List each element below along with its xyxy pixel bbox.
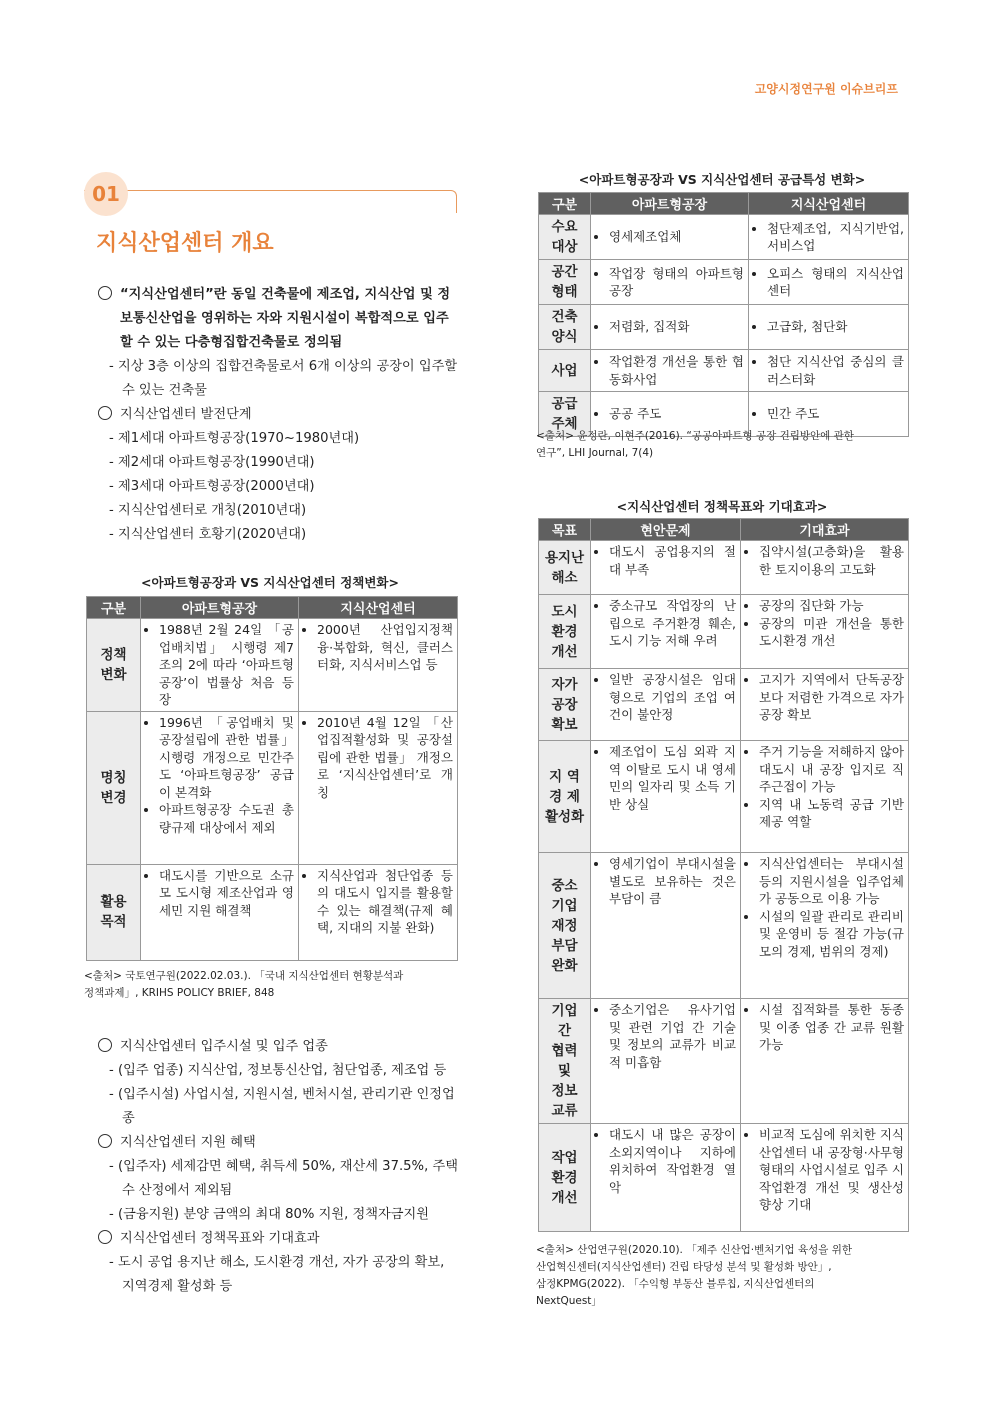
intro-sub: - 지상 3층 이상의 집합건축물로서 6개 이상의 공장이 입주할 수 있는 건축물 bbox=[109, 359, 458, 398]
section-number-badge: 01 bbox=[84, 172, 128, 216]
intro-paragraph: “지식산업센터”란 동일 건축물에 제조업, 지식산업 및 정보통신산업을 영위하는 자와 지원시설이 복합적으로 입주할 수 있는 다층형집합건축물로 정의됨 bbox=[98, 283, 458, 355]
report-header: 고양시정연구원 이슈브리프 bbox=[754, 82, 898, 96]
table-cell: • 고지가 지역에서 단독공장보다 저렴한 가격으로 자가 공장 확보 bbox=[741, 669, 909, 741]
goal-table-caption: <지식산업센터 정책목표와 기대효과> bbox=[616, 499, 828, 514]
supply-header-apartment: 아파트형공장 bbox=[591, 193, 749, 215]
circle-bullet-icon bbox=[98, 1134, 112, 1148]
stage-item: - 제1세대 아파트형공장(1970~1980년대) bbox=[109, 431, 360, 446]
stage-item: - 제2세대 아파트형공장(1990년대) bbox=[109, 455, 315, 470]
row-label: 지 역 경 제 활성화 bbox=[539, 741, 591, 853]
table-cell: • 작업환경 개선을 통한 협동화사업 bbox=[591, 350, 749, 392]
table-cell: • 공공 주도 bbox=[591, 392, 749, 437]
row-label: 수요 대상 bbox=[539, 215, 591, 260]
facilities-item: - (입주시설) 사업시설, 지원시설, 벤처시설, 관리기관 인정업종 bbox=[109, 1087, 455, 1126]
supply-table-caption: <아파트형공장과 VS 지식산업센터 공급특성 변화> bbox=[578, 172, 866, 187]
goals-heading: 지식산업센터 정책목표와 기대효과 bbox=[98, 1227, 458, 1251]
row-label: 자가 공장 확보 bbox=[539, 669, 591, 741]
supply-header-category: 구분 bbox=[539, 193, 591, 215]
table-cell: • 비교적 도심에 위치한 지식산업센터 내 공장형·사무형 형태의 사업시설로 입주 시 작업환경 개선 및 생산성 향상 기대 bbox=[741, 1124, 909, 1232]
row-label: 용지난 해소 bbox=[539, 541, 591, 595]
table-cell: • 작업장 형태의 아파트형 공장 bbox=[591, 260, 749, 305]
table-row bbox=[539, 260, 909, 305]
table-cell: • 대도시를 기반으로 소규모 도시형 제조산업과 영세민 지원 해결책 bbox=[141, 864, 299, 960]
table-row bbox=[539, 595, 909, 669]
row-label: 건축 양식 bbox=[539, 305, 591, 350]
table-row bbox=[539, 541, 909, 595]
table-cell: • 2010년 4월 12일 「산업집적활성화 및 공장설립에 관한 법률」 개정으로 ‘지식산업센터’로 개칭 bbox=[299, 711, 458, 864]
table-cell: • 2000년 산업입지정책 융·복합화, 혁신, 클러스터화, 지식서비스업 등 bbox=[299, 619, 458, 712]
table-cell: • 영세제조업체 bbox=[591, 215, 749, 260]
table-row bbox=[87, 619, 458, 712]
row-label: 명칭 변경 bbox=[87, 711, 141, 864]
table-cell: • 영세기업이 부대시설을 별도로 보유하는 것은 부담이 큼 bbox=[591, 853, 741, 999]
table-row bbox=[539, 853, 909, 999]
circle-bullet-icon bbox=[98, 1038, 112, 1052]
table-row bbox=[539, 741, 909, 853]
row-label: 중소 기업 재정 부담 완화 bbox=[539, 853, 591, 999]
policy-header-category: 구분 bbox=[87, 597, 141, 619]
benefits-item: - (입주자) 세제감면 혜택, 취득세 50%, 재산세 37.5%, 주택 수 산정에서 제외됨 bbox=[109, 1159, 458, 1198]
supply-table-source: <출처> 윤정란, 이현주(2016). “공공아파트형 공장 건립방안에 관한 연구”, LHI Journal, 7(4) bbox=[536, 430, 854, 459]
policy-header-apartment: 아파트형공장 bbox=[141, 597, 299, 619]
table-cell: • 고급화, 첨단화 bbox=[749, 305, 909, 350]
intro-stages-heading: 지식산업센터 발전단계 bbox=[98, 403, 458, 427]
goal-header-goal: 목표 bbox=[539, 519, 591, 541]
policy-table-source: <출처> 국토연구원(2022.02.03.). 「국내 지식산업센터 현황분석과 정책과제」, KRIHS POLICY BRIEF, 848 bbox=[84, 970, 404, 999]
table-row bbox=[87, 711, 458, 864]
table-cell: • 첨단 지식산업 중심의 클러스터화 bbox=[749, 350, 909, 392]
benefits-heading: 지식산업센터 지원 혜택 bbox=[98, 1131, 458, 1155]
policy-table bbox=[86, 596, 458, 961]
row-label: 공간 형태 bbox=[539, 260, 591, 305]
table-cell: • 1996년 「공업배치 및 공장설립에 관한 법률」 시행령 개정으로 민간주도 ‘아파트형공장’ 공급이 본격화 • 아파트형공장 수도권 총량규제 대상에서 제외 bbox=[141, 711, 299, 864]
row-label: 작업 환경 개선 bbox=[539, 1124, 591, 1232]
row-label: 기업 간 협력 및 정보 교류 bbox=[539, 999, 591, 1124]
policy-header-knowledge: 지식산업센터 bbox=[299, 597, 458, 619]
table-cell: • 오피스 형태의 지식산업센터 bbox=[749, 260, 909, 305]
circle-bullet-icon bbox=[98, 406, 112, 420]
table-row bbox=[539, 669, 909, 741]
table-cell: • 중소규모 작업장의 난립으로 주거환경 훼손, 도시 기능 저해 우려 bbox=[591, 595, 741, 669]
table-row bbox=[87, 864, 458, 960]
stage-item: - 지식산업센터 호황기(2020년대) bbox=[109, 527, 307, 542]
table-row bbox=[539, 215, 909, 260]
table-row bbox=[539, 305, 909, 350]
row-label: 활용 목적 bbox=[87, 864, 141, 960]
row-label: 사업 bbox=[539, 350, 591, 392]
lower-text bbox=[98, 1035, 458, 1299]
table-cell: • 주거 기능을 저해하지 않아 대도시 내 공장 입지로 직주근접이 가능 • 지역 내 노동력 공급 기반 제공 역할 bbox=[741, 741, 909, 853]
table-cell: • 1988년 2월 24일 「공업배치법」 시행령 제7조의 2에 따라 ‘아파트형공장’이 법률상 처음 등장 bbox=[141, 619, 299, 712]
goals-item: - 도시 공업 용지난 해소, 도시환경 개선, 자가 공장의 확보, 지역경제 활성화 등 bbox=[109, 1255, 445, 1294]
table-cell: • 일반 공장시설은 임대형으로 기업의 조업 여건이 불안정 bbox=[591, 669, 741, 741]
table-cell: • 대도시 내 많은 공장이 소외지역이나 지하에 위치하여 작업환경 열악 bbox=[591, 1124, 741, 1232]
benefits-item: - (금융지원) 분양 금액의 최대 80% 지원, 정책자금지원 bbox=[109, 1207, 429, 1222]
table-cell: • 저렴화, 집적화 bbox=[591, 305, 749, 350]
goal-table bbox=[538, 518, 909, 1232]
table-row bbox=[539, 1124, 909, 1232]
section-title: 지식산업센터 개요 bbox=[96, 231, 274, 256]
table-cell: • 첨단제조업, 지식기반업, 서비스업 bbox=[749, 215, 909, 260]
goal-table-source: <출처> 산업연구원(2020.10). 「제주 신산업·벤처기업 육성을 위한 산업혁신센터(지식산업센터) 건립 타당성 분석 및 활성화 방안」, 삼정KPMG(2022). 「수익형 부동산 블루칩, 지식산업센터의 NextQuest」 bbox=[536, 1244, 853, 1307]
facilities-heading: 지식산업센터 입주시설 및 입주 업종 bbox=[98, 1035, 458, 1059]
circle-bullet-icon bbox=[98, 286, 112, 300]
table-cell: • 지식산업과 첨단업종 등의 대도시 입지를 활용할 수 있는 해결책(규제 혜택, 지대의 지불 완화) bbox=[299, 864, 458, 960]
table-cell: • 대도시 공업용지의 절대 부족 bbox=[591, 541, 741, 595]
goal-header-issue: 현안문제 bbox=[591, 519, 741, 541]
row-label: 정책 변화 bbox=[87, 619, 141, 712]
table-cell: • 공장의 집단화 가능 • 공장의 미관 개선을 통한 도시환경 개선 bbox=[741, 595, 909, 669]
table-cell: • 지식산업센터는 부대시설 등의 지원시설을 입주업체가 공동으로 이용 가능 • 시설의 일괄 관리로 관리비 및 운영비 등 절감 가능(규모의 경제, 범위의 경제) bbox=[741, 853, 909, 999]
supply-table bbox=[538, 192, 909, 437]
table-row bbox=[539, 350, 909, 392]
table-cell: • 중소기업은 유사기업 및 관련 기업 간 기술 및 정보의 교류가 비교적 미흡함 bbox=[591, 999, 741, 1124]
table-row bbox=[539, 999, 909, 1124]
table-cell: • 집약시설(고층화)을 활용한 토지이용의 고도화 bbox=[741, 541, 909, 595]
facilities-item: - (입주 업종) 지식산업, 정보통신산업, 첨단업종, 제조업 등 bbox=[109, 1063, 447, 1078]
stage-item: - 지식산업센터로 개칭(2010년대) bbox=[109, 503, 307, 518]
policy-table-caption: <아파트형공장과 VS 지식산업센터 정책변화> bbox=[141, 575, 399, 590]
intro-text bbox=[98, 283, 458, 547]
circle-bullet-icon bbox=[98, 1230, 112, 1244]
row-label: 도시 환경 개선 bbox=[539, 595, 591, 669]
table-cell: • 민간 주도 bbox=[749, 392, 909, 437]
row-label: 공급 주체 bbox=[539, 392, 591, 437]
supply-header-knowledge: 지식산업센터 bbox=[749, 193, 909, 215]
stage-item: - 제3세대 아파트형공장(2000년대) bbox=[109, 479, 315, 494]
goal-header-effect: 기대효과 bbox=[741, 519, 909, 541]
table-cell: • 시설 집적화를 통한 동종 및 이종 업종 간 교류 원활 가능 bbox=[741, 999, 909, 1124]
table-cell: • 제조업이 도심 외곽 지역 이탈로 도시 내 영세민의 일자리 및 소득 기반 상실 bbox=[591, 741, 741, 853]
section-divider bbox=[84, 190, 457, 213]
